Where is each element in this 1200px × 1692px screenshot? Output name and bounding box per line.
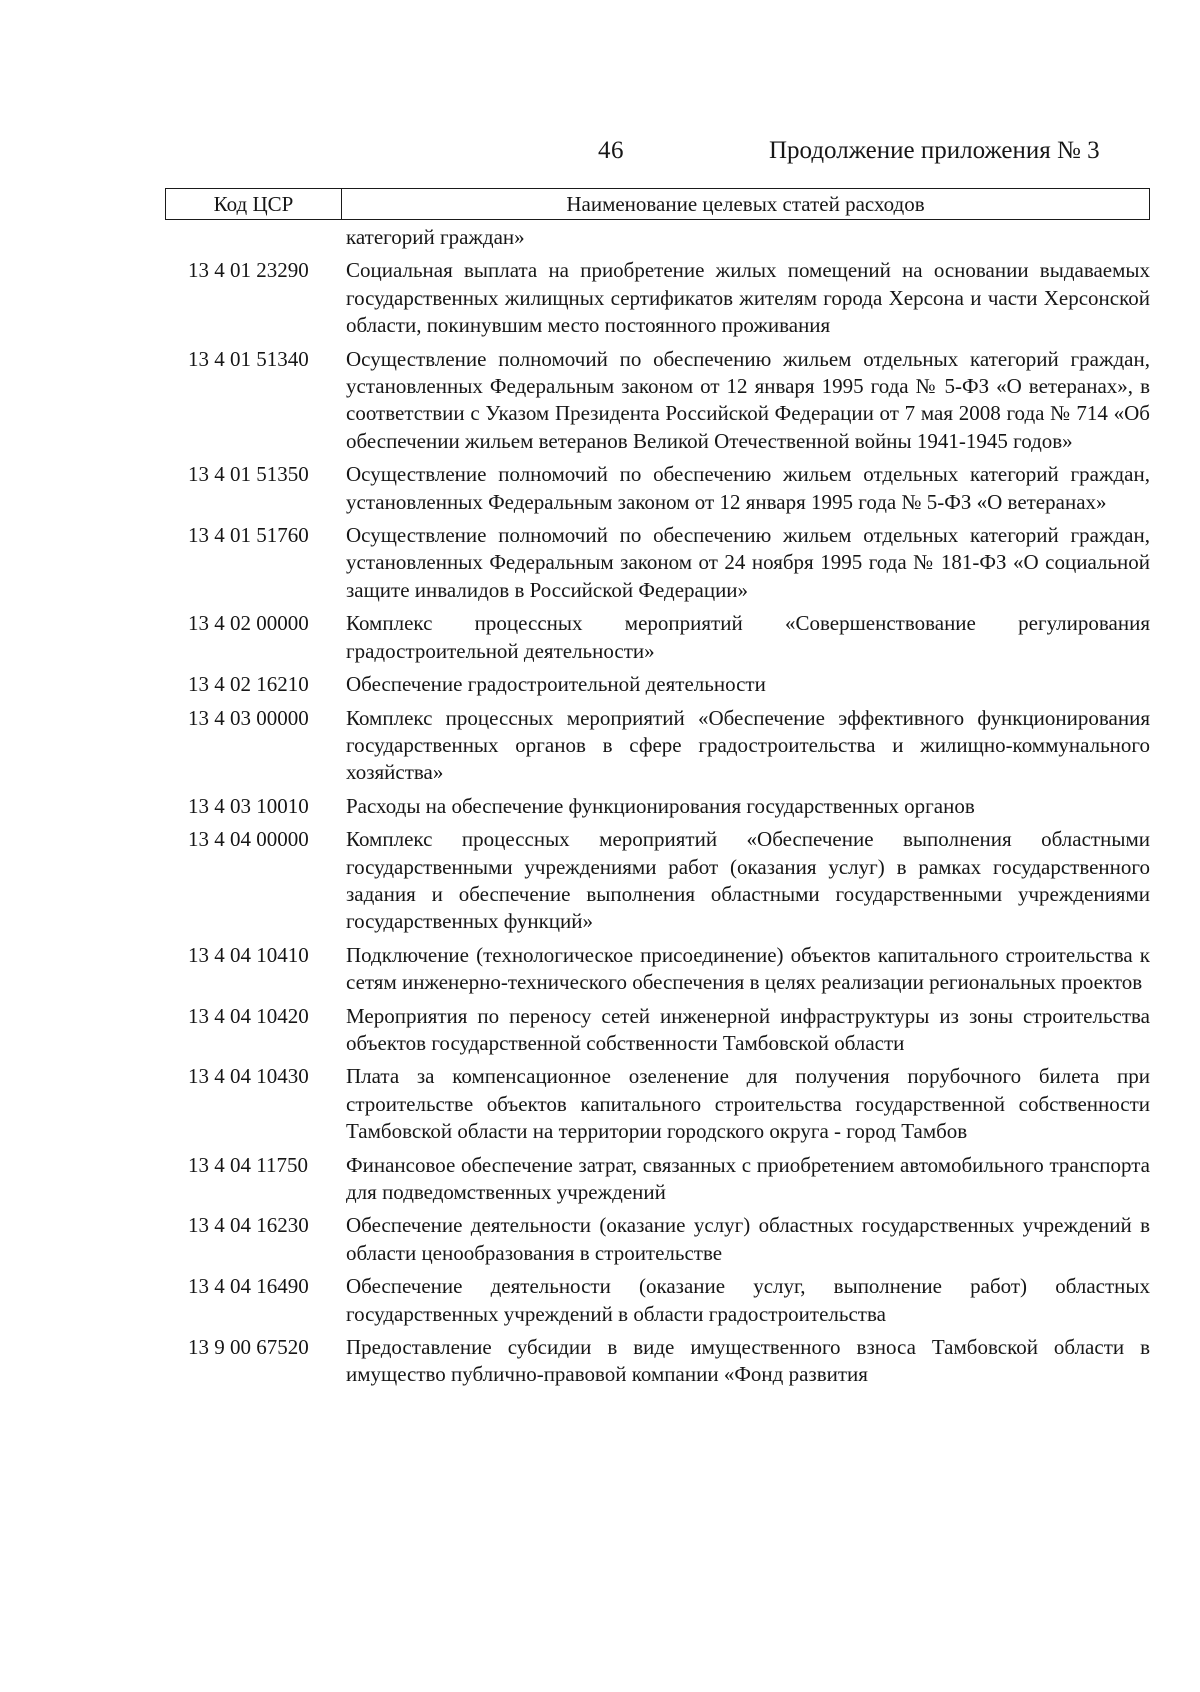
row-description: Осуществление полномочий по обеспечению жильем отдельных категорий граждан, установленных Федеральным законом от 12 января 1995 года № 5-ФЗ «О ветеранах», в соответствии с Указом Президента Российской Федерации от 7 мая 2008 года № 714 «Об обеспечении жильем ветеранов Великой Отечественной войны 1941-1945 годов» xyxy=(346,346,1150,453)
table-row xyxy=(172,1152,1150,1207)
row-description: Расходы на обеспечение функционирования государственных органов xyxy=(346,793,975,818)
row-description: Комплекс процессных мероприятий «Совершенствование регулирования градостроительной деятельности» xyxy=(346,611,1150,663)
row-description: Комплекс процессных мероприятий «Обеспечение эффективного функционирования государственных органов в сфере градостроительства и жилищно-коммунального хозяйства» xyxy=(346,705,1150,785)
row-description: Плата за компенсационное озеленение для получения порубочного билета при строительстве объектов капитального строительства государственной собственности Тамбовской области на территории городского округа - город Тамбов xyxy=(346,1064,1150,1144)
row-description: Обеспечение деятельности (оказание услуг) областных государственных учреждений в области ценообразования в строительстве xyxy=(346,1213,1150,1265)
row-description: Комплекс процессных мероприятий «Обеспечение выполнения областными государственными учреждениями работ (оказания услуг) в рамках государственного задания и обеспечение выполнения областными государственными учреждениями государственных функций» xyxy=(346,827,1150,934)
table-row xyxy=(172,257,1150,339)
row-code: 13 4 04 16230 xyxy=(188,1213,309,1238)
table-row xyxy=(172,1273,1150,1328)
table-row xyxy=(172,346,1150,456)
table-row xyxy=(172,224,1150,251)
table-row xyxy=(172,1212,1150,1267)
row-code: 13 4 03 10010 xyxy=(188,793,309,818)
table-row xyxy=(172,942,1150,997)
row-description: категорий граждан» xyxy=(346,225,525,249)
row-description: Подключение (технологическое присоединение) объектов капитального строительства к сетям инженерно-технического обеспечения в целях реализации региональных проектов xyxy=(346,942,1150,995)
row-code: 13 4 04 16490 xyxy=(188,1274,309,1299)
row-description: Обеспечение градостроительной деятельности xyxy=(346,672,766,697)
row-code: 13 4 04 10410 xyxy=(188,942,309,967)
table-row xyxy=(172,461,1150,516)
table-row xyxy=(172,1003,1150,1058)
row-code: 13 4 02 00000 xyxy=(188,611,309,636)
row-description: Предоставление субсидии в виде имущественного взноса Тамбовской области в имущество публично-правовой компании «Фонд развития xyxy=(346,1335,1150,1387)
row-code: 13 4 04 00000 xyxy=(188,827,309,852)
table-row xyxy=(172,705,1150,787)
table-row xyxy=(172,1063,1150,1145)
row-code: 13 4 01 23290 xyxy=(188,258,309,283)
row-description: Осуществление полномочий по обеспечению жильем отдельных категорий граждан, установленных Федеральным законом от 12 января 1995 года № 5-ФЗ «О ветеранах» xyxy=(346,462,1150,514)
row-description: Мероприятия по переносу сетей инженерной инфраструктуры из зоны строительства объектов государственной собственности Тамбовской области xyxy=(346,1003,1150,1055)
row-code xyxy=(172,224,340,251)
row-code: 13 4 02 16210 xyxy=(188,672,309,697)
table-row xyxy=(172,610,1150,665)
table-row xyxy=(172,671,1150,698)
table-body xyxy=(172,224,1150,1395)
row-code: 13 4 01 51350 xyxy=(188,462,309,487)
column-header-name: Наименование целевых статей расходов xyxy=(566,191,925,216)
table-row xyxy=(172,522,1150,604)
row-description: Социальная выплата на приобретение жилых помещений на основании выдаваемых государственных жилищных сертификатов жителям города Херсона и части Херсонской области, покинувшим место постоянного проживания xyxy=(346,258,1150,338)
row-code: 13 4 01 51340 xyxy=(188,346,309,371)
row-description: Обеспечение деятельности (оказание услуг, выполнение работ) областных государственных учреждений в области градостроительства xyxy=(346,1274,1150,1326)
table-row xyxy=(172,1334,1150,1389)
row-code: 13 4 03 00000 xyxy=(188,705,309,730)
column-header-code: Код ЦСР xyxy=(166,189,342,219)
row-code: 13 4 04 10430 xyxy=(188,1064,309,1089)
table-row xyxy=(172,793,1150,820)
row-code: 13 4 04 10420 xyxy=(188,1003,309,1028)
table-header xyxy=(165,188,1150,220)
row-code: 13 4 04 11750 xyxy=(188,1152,308,1177)
row-code: 13 4 01 51760 xyxy=(188,523,309,548)
row-description: Финансовое обеспечение затрат, связанных с приобретением автомобильного транспорта для подведомственных учреждений xyxy=(346,1152,1150,1204)
table-row xyxy=(172,826,1150,936)
appendix-label: Продолжение приложения № 3 xyxy=(769,137,1100,164)
row-description: Осуществление полномочий по обеспечению жильем отдельных категорий граждан, установленных Федеральным законом от 24 ноября 1995 года № 181-ФЗ «О социальной защите инвалидов в Российской Федерации» xyxy=(346,523,1150,602)
row-code: 13 9 00 67520 xyxy=(188,1335,309,1360)
page-number: 46 xyxy=(598,137,624,164)
